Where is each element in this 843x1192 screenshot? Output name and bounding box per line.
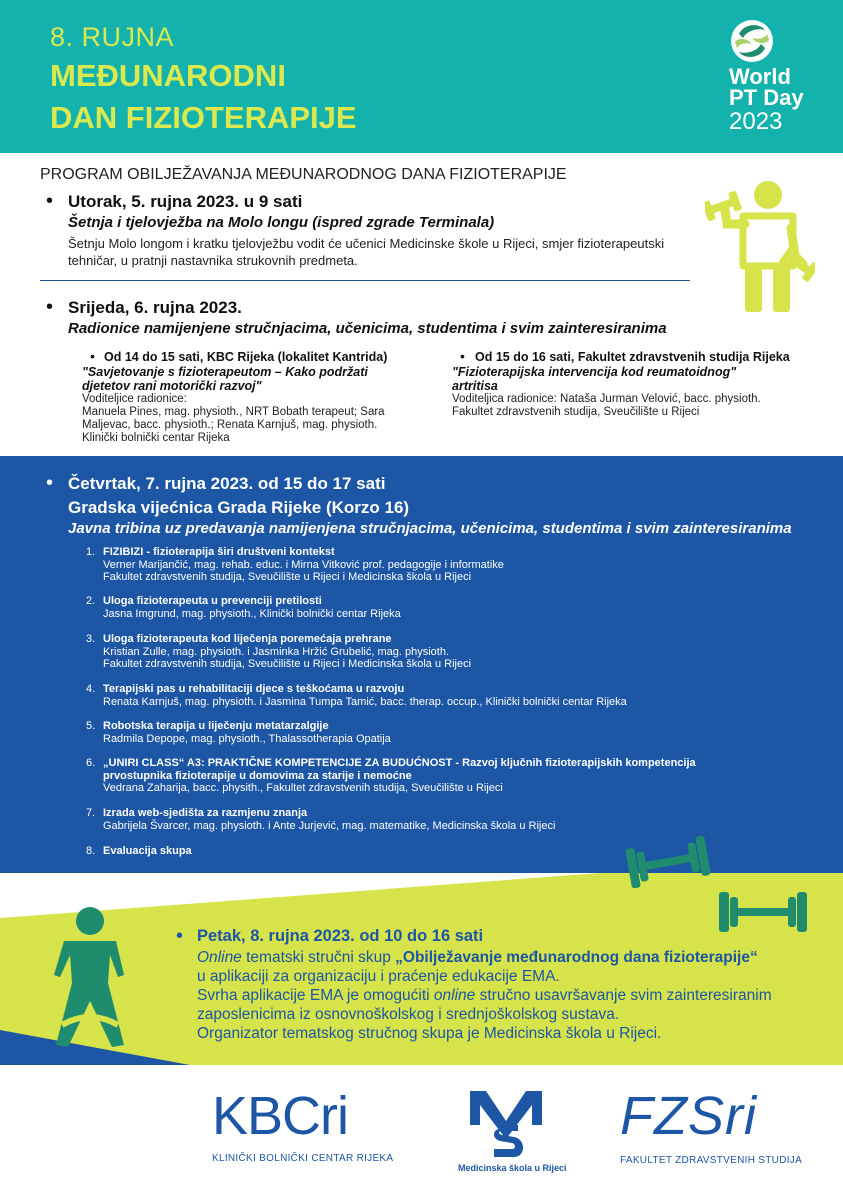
lecture-title-line2: prvostupnika fizioterapije u domovima za starije i nemoćne bbox=[103, 769, 412, 782]
workshop2-title-line2: artritisa bbox=[452, 379, 498, 393]
header-title-line1: MEĐUNARODNI bbox=[50, 58, 286, 93]
lecture-line: Radmila Depope, mag. physioth., Thalassotherapia Opatija bbox=[103, 732, 391, 745]
logo-line1: World bbox=[729, 64, 791, 89]
lecture-title: „UNIRI CLASS“ A3: PRAKTIČNE KOMPETENCIJE ZA BUDUĆNOST - Razvoj ključnih fizioterapijskih kompetencija bbox=[103, 757, 696, 769]
tuesday-event: Šetnja i tjelovježba na Molo longu (ispred zgrade Terminala) bbox=[68, 214, 495, 231]
bullet: • bbox=[176, 925, 184, 947]
kbc-name: KLINIČKI BOLNIČKI CENTAR RIJEKA bbox=[212, 1153, 394, 1164]
friday-line3 bbox=[197, 986, 772, 1005]
lecture-line: Jasna Imgrund, mag. physioth., Klinički bolnički centar Rijeka bbox=[103, 607, 401, 620]
dumbbell-icon bbox=[708, 882, 818, 942]
thursday-event: Javna tribina uz predavanja namijenjena stručnjacima, učenicima, studentima i svim zainteresiranima bbox=[68, 520, 792, 537]
workshop1-line: Voditeljice radionice: bbox=[82, 393, 187, 405]
friday-line4: zaposlenicima iz osnovnoškolskog i srednjoškolskog sustava. bbox=[197, 1006, 620, 1023]
lecture-number: 7. bbox=[86, 807, 96, 819]
bullet: • bbox=[90, 348, 95, 364]
lecture-number: 4. bbox=[86, 683, 96, 695]
lecture-line: Fakultet zdravstvenih studija, Sveučilište u Rijeci i Medicinska škola u Rijeci bbox=[103, 658, 472, 670]
tuesday-day: Utorak, 5. rujna 2023. u 9 sati bbox=[68, 192, 303, 211]
friday-line2: u aplikaciji za organizaciju i praćenje edukacije EMA. bbox=[197, 968, 560, 985]
kbc-logo: KBCri bbox=[212, 1086, 349, 1146]
lecture-number: 3. bbox=[86, 633, 96, 645]
friday-line5: Organizator tematskog stručnog skupa je Medicinska škola u Rijeci. bbox=[197, 1025, 662, 1042]
friday-line3-a: Svrha aplikacije EMA je omogućiti bbox=[197, 987, 434, 1004]
person-resistance-band-icon bbox=[28, 905, 148, 1060]
friday-line1 bbox=[197, 948, 758, 967]
lecture-title: Terapijski pas u rehabilitaciji djece s teškoćama u razvoju bbox=[103, 683, 405, 695]
workshop2-title-line1: "Fizioterapijska intervencija kod reumatoidnog" bbox=[452, 365, 737, 379]
wednesday-event: Radionice namijenjene stručnjacima, učenicima, studentima i svim zainteresiranima bbox=[68, 320, 667, 337]
section-divider bbox=[40, 280, 690, 281]
tuesday-desc-line1: Šetnju Molo longom i kratku tjelovježbu vodit će učenici Medicinske škole u Rijeci, smjer fizioterapeutski bbox=[68, 236, 665, 251]
lecture-line: Kristian Zulle, mag. physioth. i Jasminka Hržić Grubelić, mag. physioth. bbox=[103, 645, 450, 658]
ms-school-logo-icon bbox=[466, 1085, 546, 1161]
lecture-title: Uloga fizioterapeuta kod liječenja poremećaja prehrane bbox=[103, 633, 392, 645]
header-date: 8. RUJNA bbox=[50, 22, 175, 52]
fzs-logo: FZSri bbox=[620, 1086, 757, 1146]
person-dumbbells-icon bbox=[705, 178, 815, 318]
bullet: • bbox=[460, 348, 465, 364]
workshop1-line: Maljevac, bacc. physioth.; Renata Karnjuš, mag. physioth. bbox=[82, 419, 378, 431]
world-pt-day-logo-text bbox=[729, 66, 804, 108]
tuesday-desc-line2: tehničar, u pratnji nastavnika strukovnih predmeta. bbox=[68, 253, 358, 268]
thursday-day: Četvrtak, 7. rujna 2023. od 15 do 17 sati bbox=[68, 474, 386, 493]
workshop1-head: Od 14 do 15 sati, KBC Rijeka (lokalitet Kantrida) bbox=[104, 350, 388, 364]
lecture-line: Fakultet zdravstvenih studija, Sveučilište u Rijeci i Medicinska škola u Rijeci bbox=[103, 571, 472, 583]
workshop1-line: Manuela Pines, mag. physioth., NRT Bobath terapeut; Sara bbox=[82, 406, 385, 418]
bullet: • bbox=[46, 296, 54, 318]
friday-line3-b: stručno usavršavanje svim zainteresiranim bbox=[475, 987, 772, 1004]
thursday-venue: Gradska vijećnica Grada Rijeke (Korzo 16) bbox=[68, 498, 410, 517]
lecture-title: Evaluacija skupa bbox=[103, 845, 192, 857]
workshop2-line: Fakultet zdravstvenih studija, Sveučilište u Rijeci bbox=[452, 406, 700, 418]
lecture-title: Izrada web-sjedišta za razmjenu znanja bbox=[103, 807, 308, 819]
world-pt-day-logo-icon bbox=[729, 18, 775, 64]
logo-line2: PT Day bbox=[729, 85, 804, 110]
lecture-title: Uloga fizioterapeuta u prevenciji pretilosti bbox=[103, 595, 322, 607]
bullet: • bbox=[46, 472, 54, 494]
lecture-line: Renata Karnjuš, mag. physioth. i Jasmina Tumpa Tamić, bacc. therap. occup., Klinički bolnički centar Rijeka bbox=[103, 695, 627, 708]
logo-year: 2023 bbox=[729, 108, 783, 135]
friday-line1-italic: Online bbox=[197, 949, 242, 966]
bullet: • bbox=[46, 190, 54, 212]
ms-name: Medicinska škola u Rijeci bbox=[458, 1163, 567, 1173]
lecture-line: Gabrijela Švarcer, mag. physioth. i Ante Jurjević, mag. matematike, Medicinska škola u Rijeci bbox=[103, 819, 556, 832]
header-title-line2: DAN FIZIOTERAPIJE bbox=[50, 100, 357, 135]
lecture-number: 2. bbox=[86, 595, 96, 607]
friday-line1-rest: tematski stručni skup bbox=[241, 949, 396, 966]
workshop2-head: Od 15 do 16 sati, Fakultet zdravstvenih studija Rijeka bbox=[475, 350, 790, 364]
lecture-number: 8. bbox=[86, 845, 96, 857]
workshop2-line: Voditeljica radionice: Nataša Jurman Velović, bacc. physioth. bbox=[452, 393, 761, 405]
program-title: PROGRAM OBILJEŽAVANJA MEĐUNARODNOG DANA FIZIOTERAPIJE bbox=[40, 166, 567, 183]
lecture-line: Vedrana Zaharija, bacc. physith., Fakultet zdravstvenih studija, Sveučilište u Rijeci bbox=[103, 782, 503, 794]
lecture-number: 6. bbox=[86, 757, 96, 769]
lecture-title: Robotska terapija u liječenju metatarzalgije bbox=[103, 720, 329, 732]
workshop1-title-line1: "Savjetovanje s fizioterapeutom – Kako podržati bbox=[82, 365, 368, 379]
lecture-title: FIZIBIZI - fizioterapija širi društveni kontekst bbox=[103, 546, 335, 558]
friday-line3-italic: online bbox=[433, 987, 476, 1004]
workshop1-line: Klinički bolnički centar Rijeka bbox=[82, 432, 230, 444]
dumbbell-icon bbox=[618, 832, 718, 892]
wednesday-day: Srijeda, 6. rujna 2023. bbox=[68, 298, 242, 317]
friday-line1-bold: „Obilježavanje međunarodnog dana fizioterapije“ bbox=[395, 949, 758, 966]
lecture-line: Verner Marijančić, mag. rehab. educ. i Mirna Vitković prof. pedagogije i informatike bbox=[103, 558, 504, 571]
lecture-number: 1. bbox=[86, 546, 96, 558]
friday-day: Petak, 8. rujna 2023. od 10 do 16 sati bbox=[197, 927, 484, 945]
fzs-name: FAKULTET ZDRAVSTVENIH STUDIJA bbox=[620, 1155, 803, 1166]
workshop1-title-line2: djetetov rani motorički razvoj" bbox=[82, 379, 262, 393]
lecture-number: 5. bbox=[86, 720, 96, 732]
